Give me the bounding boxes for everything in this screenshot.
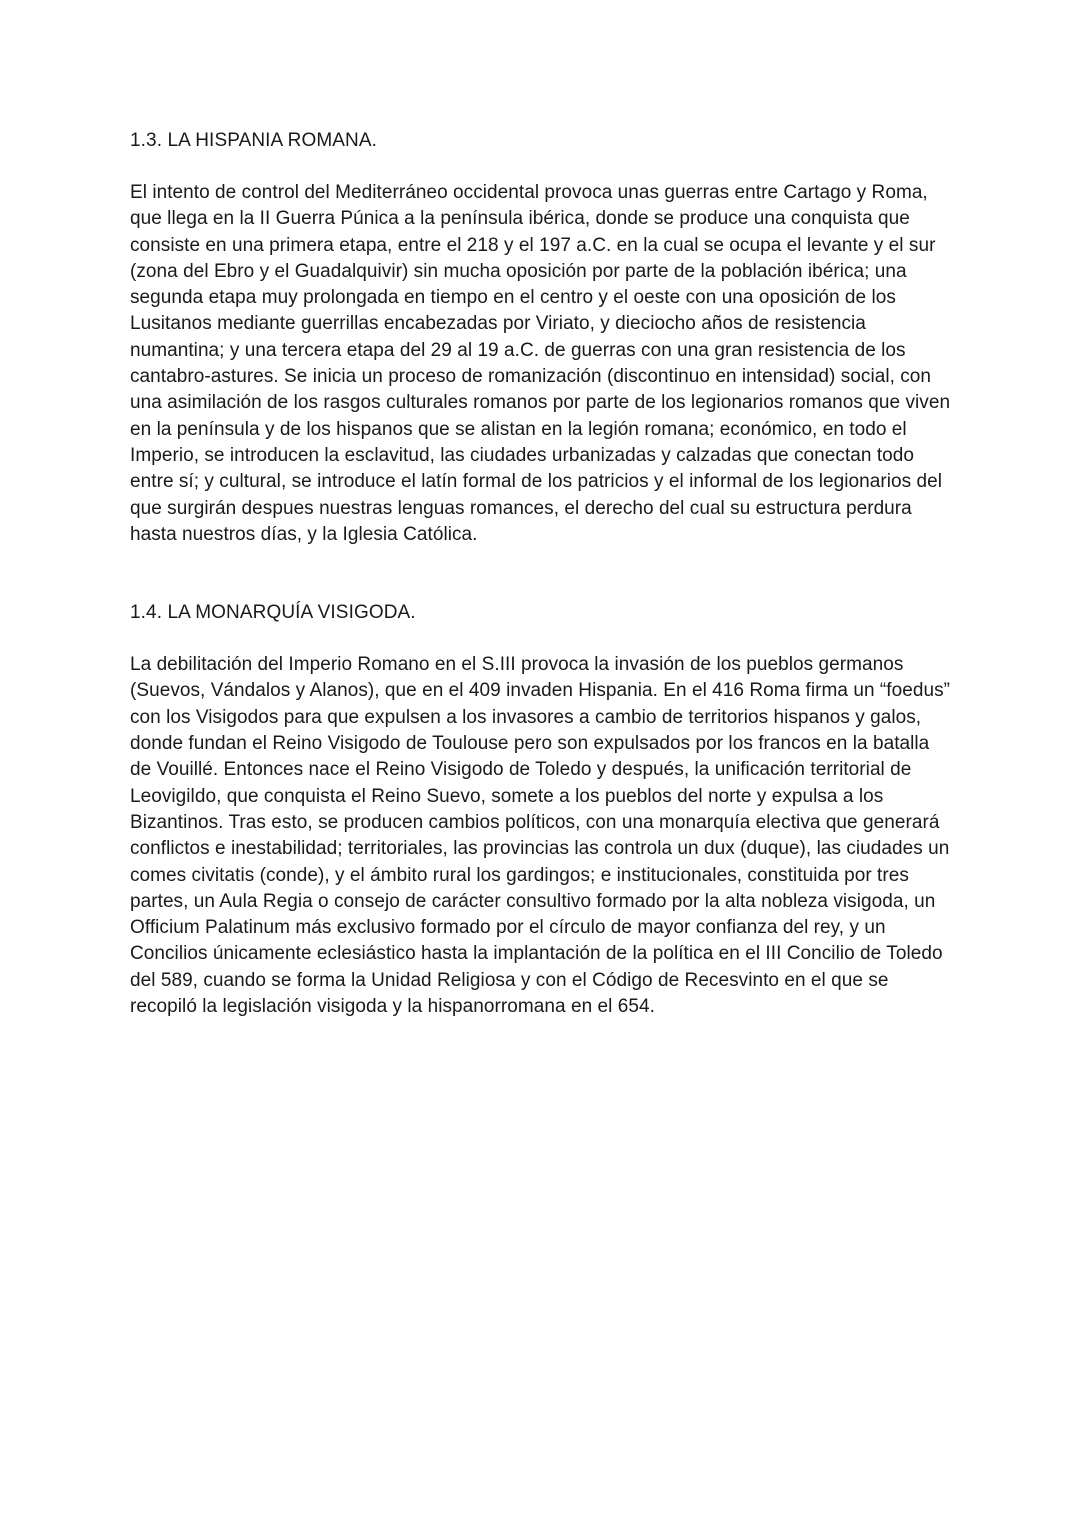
section-heading-monarquia-visigoda: 1.4. LA MONARQUÍA VISIGODA. [130,602,416,624]
section-body-hispania-romana: El intento de control del Mediterráneo occidental provoca unas guerras entre Cartago y Roma, que llega en la II Guerra Púnica a la península ibérica, donde se produce una conquista que consiste en una primera etapa, entre el 218 y el 197 a.C. en la cual se ocupa el levante y el sur (zona del Ebro y el Guadalquivir) sin mucha oposición por parte de la población ibérica; una segunda etapa muy prolongada en tiempo en el centro y el oeste con una oposición de los Lusitanos mediante guerrillas encabezadas por Viriato, y dieciocho años de resistencia numantina; y una tercera etapa del 29 al 19 a.C. de guerras con una gran resistencia de los cantabro-astures. Se inicia un proceso de romanización (discontinuo en intensidad) social, con una asimilación de los rasgos culturales romanos por parte de los legionarios romanos que viven en la península y de los hispanos que se alistan en la legión romana; económico, en todo el Imperio, se introducen la esclavitud, las ciudades urbanizadas y calzadas que conectan todo entre sí; y cultural, se introduce el latín formal de los patricios y el informal de los legionarios del que surgirán despues nuestras lenguas romances, el derecho del cual su estructura perdura hasta nuestros días, y la Iglesia Católica. [130,182,951,545]
section-body-monarquia-visigoda: La debilitación del Imperio Romano en el S.III provoca la invasión de los pueblos germanos (Suevos, Vándalos y Alanos), que en el 409 invaden Hispania. En el 416 Roma firma un “foedus” con los Visigodos para que expulsen a los invasores a cambio de territorios hispanos y galos, donde fundan el Reino Visigodo de Toulouse pero son expulsados por los francos en la batalla de Vouillé. Entonces nace el Reino Visigodo de Toledo y después, la unificación territorial de Leovigildo, que conquista el Reino Suevo, somete a los pueblos del norte y expulsa a los Bizantinos. Tras esto, se producen cambios políticos, con una monarquía electiva que generará conflictos e inestabilidad; territoriales, las provincias las controla un dux (duque), las ciudades un comes civitatis (conde), y el ámbito rural los gardingos; e institucionales, constituida por tres partes, un Aula Regia o consejo de carácter consultivo formado por la alta nobleza visigoda, un Officium Palatinum más exclusivo formado por el círculo de mayor confianza del rey, y un Concilios únicamente eclesiástico hasta la implantación de la política en el III Concilio de Toledo del 589, cuando se forma la Unidad Religiosa y con el Código de Recesvinto en el que se recopiló la legislación visigoda y la hispanorromana en el 654. [130,654,951,1018]
document-page [130,128,952,1020]
section-heading-hispania-romana: 1.3. LA HISPANIA ROMANA. [130,130,378,151]
